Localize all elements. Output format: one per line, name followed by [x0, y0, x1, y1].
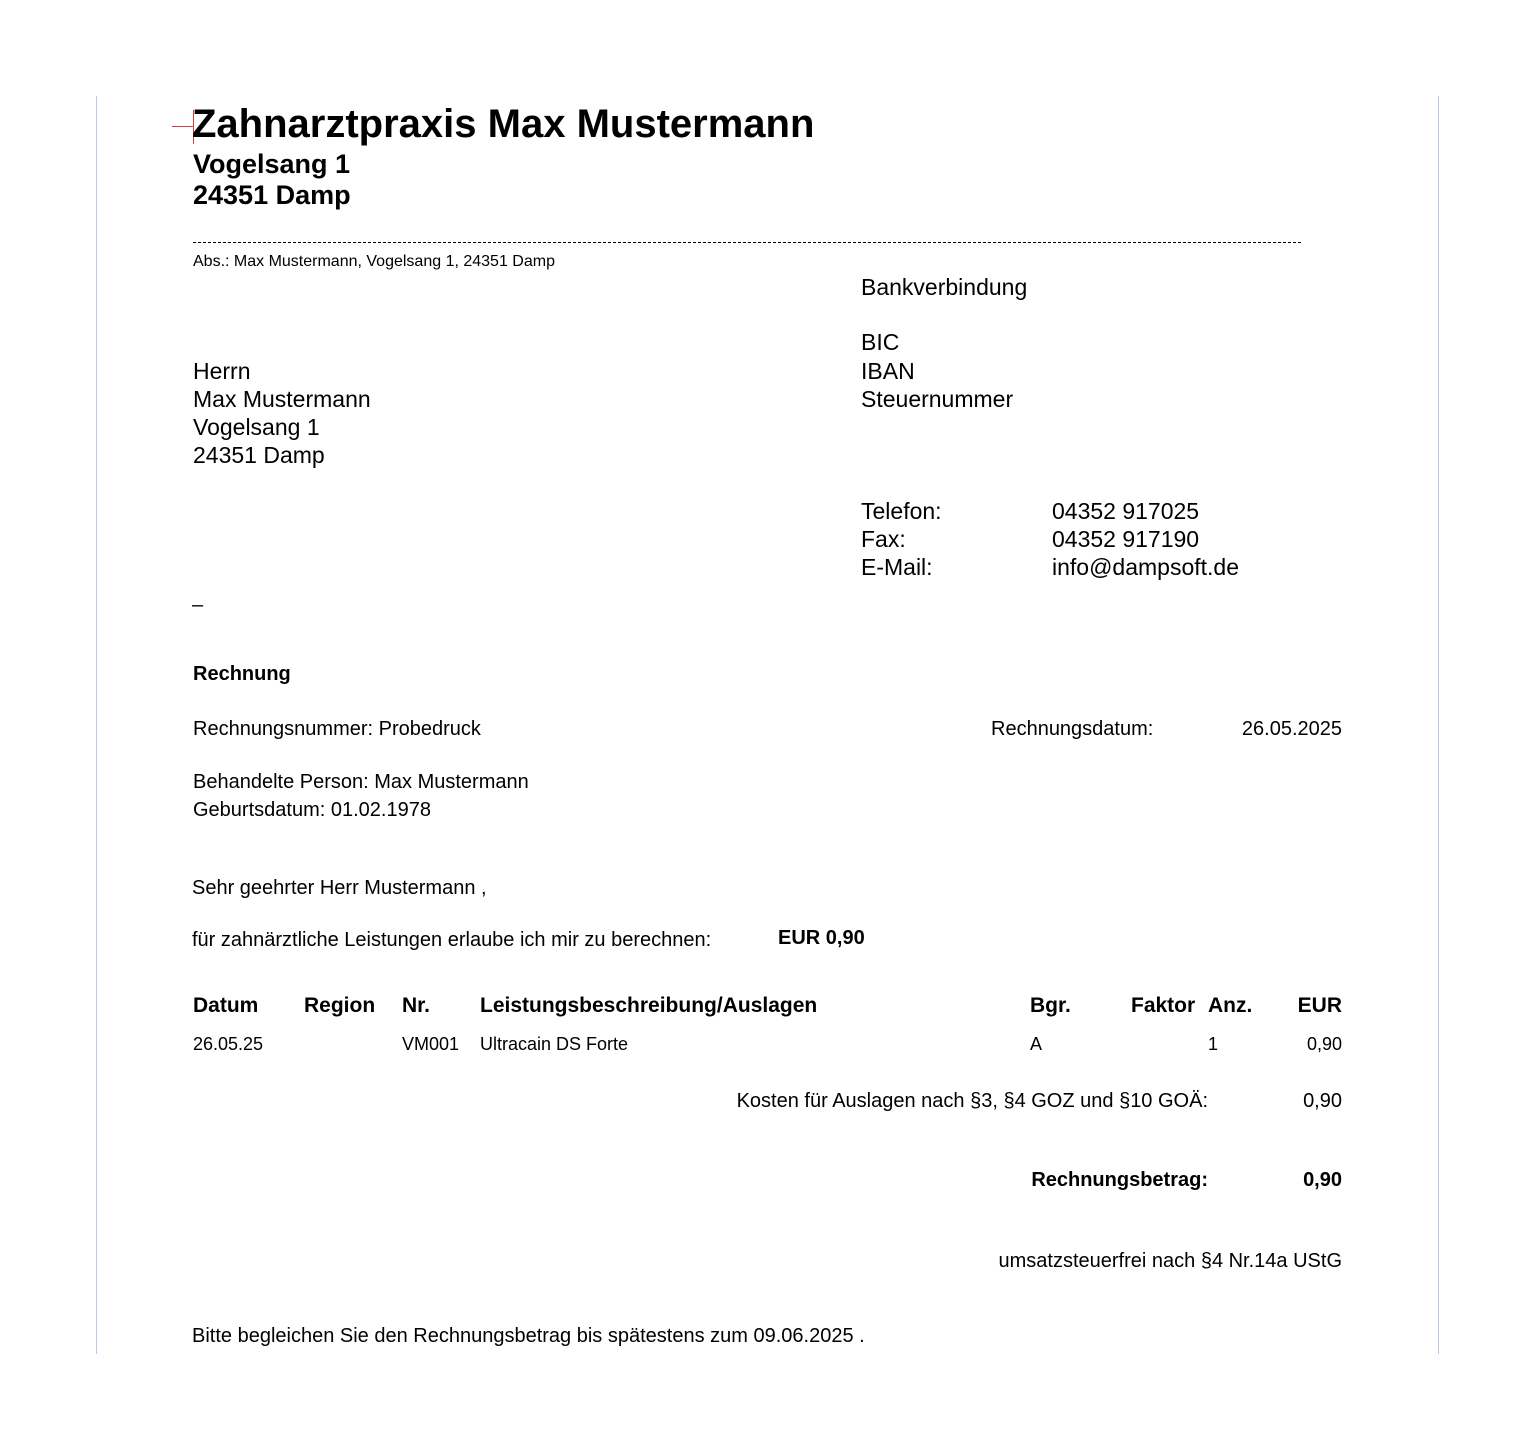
practice-city: 24351 Damp — [193, 180, 351, 210]
bank-title: Bankverbindung — [861, 274, 1028, 300]
email-value: info@dampsoft.de — [1052, 554, 1240, 580]
recipient-city: 24351 Damp — [193, 442, 325, 468]
col-header-description: Leistungsbeschreibung/Auslagen — [480, 994, 818, 1017]
invoice-number: Rechnungsnummer: Probedruck — [193, 718, 481, 740]
birth-date-line: Geburtsdatum: 01.02.1978 — [193, 799, 431, 821]
sender-line: Abs.: Max Mustermann, Vogelsang 1, 24351 Damp — [193, 253, 555, 270]
greeting: Sehr geehrter Herr Mustermann , — [192, 877, 487, 899]
right-margin-guide — [1438, 96, 1439, 1354]
cell-datum: 26.05.25 — [193, 1034, 264, 1054]
fax-value: 04352 917190 — [1052, 526, 1200, 552]
cell-description: Ultracain DS Forte — [480, 1034, 629, 1054]
costs-label: Kosten für Auslagen nach §3, §4 GOZ und §10 GOÄ: — [736, 1090, 1208, 1112]
fax-label: Fax: — [861, 526, 906, 552]
intro-amount: EUR 0,90 — [778, 927, 865, 949]
col-header-faktor: Faktor — [1131, 994, 1196, 1017]
col-header-eur: EUR — [1297, 994, 1342, 1017]
phone-label: Telefon: — [861, 498, 942, 524]
email-label: E-Mail: — [861, 554, 933, 580]
cell-nr: VM001 — [402, 1034, 460, 1054]
practice-name: Zahnarztpraxis Max Mustermann — [192, 102, 815, 146]
bank-tax-label: Steuernummer — [861, 386, 1014, 412]
tax-note: umsatzsteuerfrei nach §4 Nr.14a UStG — [998, 1250, 1342, 1272]
bank-iban-label: IBAN — [861, 358, 915, 384]
separator-dashed-line — [193, 242, 1301, 243]
cell-anz: 1 — [1208, 1034, 1219, 1054]
bank-bic-label: BIC — [861, 329, 900, 355]
total-value: 0,90 — [1303, 1169, 1342, 1191]
intro-text: für zahnärztliche Leistungen erlaube ich mir zu berechnen: — [192, 929, 712, 951]
practice-street: Vogelsang 1 — [193, 149, 351, 179]
col-header-region: Region — [304, 994, 376, 1017]
phone-value: 04352 917025 — [1052, 498, 1200, 524]
recipient-salutation: Herrn — [193, 358, 251, 384]
recipient-name: Max Mustermann — [193, 386, 371, 412]
col-header-nr: Nr. — [402, 994, 431, 1017]
recipient-street: Vogelsang 1 — [193, 414, 320, 440]
col-header-anz: Anz. — [1208, 994, 1253, 1017]
col-header-datum: Datum — [193, 994, 259, 1017]
invoice-date-label: Rechnungsdatum: — [991, 718, 1154, 740]
cell-eur: 0,90 — [1306, 1034, 1342, 1054]
patient-line: Behandelte Person: Max Mustermann — [193, 771, 529, 793]
left-margin-guide — [96, 96, 97, 1354]
invoice-heading: Rechnung — [193, 663, 291, 685]
col-header-bgr: Bgr. — [1030, 994, 1071, 1017]
costs-value: 0,90 — [1303, 1090, 1342, 1112]
fold-mark: – — [192, 594, 204, 616]
payment-note: Bitte begleichen Sie den Rechnungsbetrag bis spätestens zum 09.06.2025 . — [192, 1325, 865, 1347]
total-label: Rechnungsbetrag: — [1031, 1169, 1208, 1191]
invoice-date: 26.05.2025 — [1241, 718, 1342, 740]
cell-bgr: A — [1030, 1034, 1043, 1054]
cursor-crosshair-horizontal — [172, 126, 194, 127]
